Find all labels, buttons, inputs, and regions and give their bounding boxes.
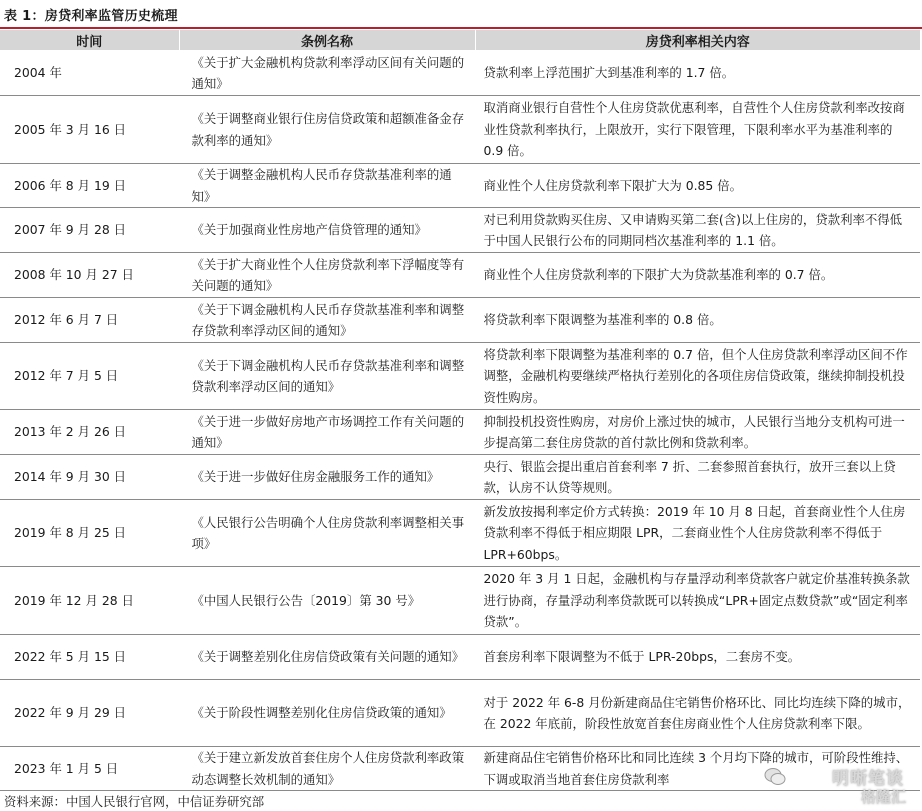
row-date: 2012 年 6 月 7 日	[0, 298, 179, 343]
row-content: 将贷款利率下限调整为基准利率的 0.8 倍。	[475, 298, 920, 343]
column-header-title: 条例名称	[179, 30, 475, 51]
row-content: 贷款利率上浮范围扩大到基准利率的 1.7 倍。	[475, 51, 920, 96]
table-header-row	[0, 30, 920, 51]
table-row	[0, 208, 920, 253]
row-content: 商业性个人住房贷款利率的下限扩大为贷款基准利率的 0.7 倍。	[475, 253, 920, 298]
row-title: 《关于进一步做好住房金融服务工作的通知》	[179, 455, 475, 500]
row-date: 2005 年 3 月 16 日	[0, 96, 179, 164]
row-content: 首套房利率下限调整为不低于 LPR-20bps，二套房不变。	[475, 635, 920, 680]
row-title: 《关于调整金融机构人民币存贷款基准利率的通知》	[179, 164, 475, 208]
row-content: 商业性个人住房贷款利率下限扩大为 0.85 倍。	[475, 164, 920, 208]
column-header-content: 房贷利率相关内容	[475, 30, 920, 51]
source-note: 资料来源：中国人民银行官网，中信证券研究部	[4, 794, 265, 809]
table-row	[0, 96, 920, 164]
row-title: 《关于调整商业银行住房信贷政策和超额准备金存款利率的通知》	[179, 96, 475, 164]
row-content: 2020 年 3 月 1 日起，金融机构与存量浮动利率贷款客户就定价基准转换条款进行协商，存量浮动利率贷款既可以转换成“LPR+固定点数贷款”或“固定利率贷款”。	[475, 567, 920, 635]
table-row	[0, 51, 920, 96]
row-date: 2006 年 8 月 19 日	[0, 164, 179, 208]
row-title: 《关于下调金融机构人民币存贷款基准利率和调整存贷款利率浮动区间的通知》	[179, 298, 475, 343]
table-row	[0, 343, 920, 410]
row-title: 《关于下调金融机构人民币存贷款基准利率和调整贷款利率浮动区间的通知》	[179, 343, 475, 410]
table-row	[0, 410, 920, 455]
table-row	[0, 298, 920, 343]
watermark	[764, 762, 914, 808]
row-date: 2012 年 7 月 5 日	[0, 343, 179, 410]
watermark-line1: 明晰笔谈	[832, 769, 904, 789]
watermark-line2: 格隆汇	[860, 788, 906, 806]
row-content: 央行、银监会提出重启首套利率 7 折、二套参照首套执行，放开三套以上贷款，认房不认贷等规则。	[475, 455, 920, 500]
caption-rule	[0, 27, 922, 29]
row-date: 2014 年 9 月 30 日	[0, 455, 179, 500]
row-date: 2007 年 9 月 28 日	[0, 208, 179, 253]
row-title: 《关于建立新发放首套住房个人住房贷款利率政策动态调整长效机制的通知》	[179, 747, 475, 791]
row-title: 《人民银行公告明确个人住房贷款利率调整相关事项》	[179, 500, 475, 567]
row-title: 《关于进一步做好房地产市场调控工作有关问题的通知》	[179, 410, 475, 455]
table-row	[0, 164, 920, 208]
table-row	[0, 680, 920, 747]
row-title: 《关于扩大商业性个人住房贷款利率下浮幅度等有关问题的通知》	[179, 253, 475, 298]
row-date: 2004 年	[0, 51, 179, 96]
row-title: 《关于扩大金融机构贷款利率浮动区间有关问题的通知》	[179, 51, 475, 96]
table-row	[0, 253, 920, 298]
row-date: 2013 年 2 月 26 日	[0, 410, 179, 455]
row-content: 新建商品住宅销售价格环比和同比连续 3 个月均下降的城市，可阶段性维持、下调或取消当地首套住房贷款利率	[475, 747, 920, 791]
row-title: 《中国人民银行公告〔2019〕第 30 号》	[179, 567, 475, 635]
row-content: 将贷款利率下限调整为基准利率的 0.7 倍，但个人住房贷款利率浮动区间不作调整，金融机构要继续严格执行差别化的各项住房信贷政策，继续抑制投机投资性购房。	[475, 343, 920, 410]
table-row	[0, 635, 920, 680]
row-content: 对于 2022 年 6-8 月份新建商品住宅销售价格环比、同比均连续下降的城市，在 2022 年底前，阶段性放宽首套住房商业性个人住房贷款利率下限。	[475, 680, 920, 747]
row-date: 2019 年 12 月 28 日	[0, 567, 179, 635]
table-row	[0, 500, 920, 567]
table-row	[0, 455, 920, 500]
table-row	[0, 567, 920, 635]
row-date: 2023 年 1 月 5 日	[0, 747, 179, 791]
row-date: 2022 年 5 月 15 日	[0, 635, 179, 680]
row-title: 《关于阶段性调整差别化住房信贷政策的通知》	[179, 680, 475, 747]
wechat-icon	[764, 766, 786, 788]
column-header-date: 时间	[0, 30, 179, 51]
row-title: 《关于调整差别化住房信贷政策有关问题的通知》	[179, 635, 475, 680]
row-content: 抑制投机投资性购房，对房价上涨过快的城市，人民银行当地分支机构可进一步提高第二套住房贷款的首付款比例和贷款利率。	[475, 410, 920, 455]
row-date: 2008 年 10 月 27 日	[0, 253, 179, 298]
policy-history-table	[0, 30, 920, 791]
row-date: 2022 年 9 月 29 日	[0, 680, 179, 747]
row-date: 2019 年 8 月 25 日	[0, 500, 179, 567]
row-content: 取消商业银行自营性个人住房贷款优惠利率，自营性个人住房贷款利率改按商业性贷款利率执行，上限放开，实行下限管理，下限利率水平为基准利率的 0.9 倍。	[475, 96, 920, 164]
table-caption: 表 1：房贷利率监管历史梳理	[4, 9, 178, 24]
row-content: 对已利用贷款购买住房、又申请购买第二套(含)以上住房的，贷款利率不得低于中国人民银行公布的同期同档次基准利率的 1.1 倍。	[475, 208, 920, 253]
row-title: 《关于加强商业性房地产信贷管理的通知》	[179, 208, 475, 253]
row-content: 新发放按揭利率定价方式转换：2019 年 10 月 8 日起，首套商业性个人住房贷款利率不得低于相应期限 LPR，二套商业性个人住房贷款利率不得低于 LPR+60bps。	[475, 500, 920, 567]
